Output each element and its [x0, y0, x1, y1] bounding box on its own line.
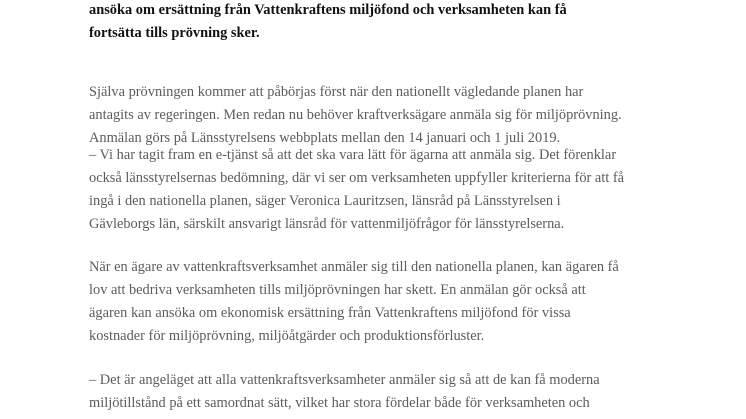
text-line: också länsstyrelsernas bedömning, där vi ser om verksamheten uppfyller kriterierna för att få	[89, 170, 625, 186]
body-paragraph-3	[89, 256, 669, 348]
body-paragraph-2	[89, 144, 669, 236]
text-line: antagits av regeringen. Men redan nu behöver kraftverksägare anmäla sig för miljöprövning.	[89, 107, 622, 123]
text-line: fortsätta tills prövning sker.	[89, 25, 260, 41]
text-line: lov att bedriva verksamheten tills miljöprövningen har skett. En anmälan gör också att	[89, 282, 586, 298]
text-line: När en ägare av vattenkraftsverksamhet anmäler sig till den nationella planen, kan ägaren få	[89, 259, 619, 275]
lead-paragraph	[89, 0, 669, 45]
text-line: ingå i den nationella planen, säger Veronica Lauritzsen, länsråd på Länsstyrelsen i	[89, 193, 561, 209]
text-line: kostnader för miljöprövning, miljöåtgärder och produktionsförluster.	[89, 328, 485, 344]
body-paragraph-4	[89, 369, 669, 415]
body-paragraph-1	[89, 81, 669, 150]
text-line: – Vi har tagit fram en e-tjänst så att det ska vara lätt för ägarna att anmäla sig. Det förenklar	[89, 147, 617, 163]
text-line: miljötillstånd på ett samordnat sätt, vilket har stora fördelar både för verksamheten och	[89, 395, 590, 411]
text-line: Själva prövningen kommer att påbörjas först när den nationellt vägledande planen har	[89, 84, 584, 100]
text-line: ansöka om ersättning från Vattenkraftens miljöfond och verksamheten kan få	[89, 2, 567, 18]
text-line: Gävleborgs län, särskilt ansvarigt länsråd för vattenmiljöfrågor för länsstyrelserna.	[89, 216, 565, 232]
text-line: ägaren kan ansöka om ekonomisk ersättning från Vattenkraftens miljöfond för vissa	[89, 305, 571, 321]
text-line: Anmälan görs på Länsstyrelsens webbplats mellan den 14 januari och 1 juli 2019.	[89, 130, 561, 146]
text-line: – Det är angeläget att alla vattenkraftsverksamheter anmäler sig så att de kan få moderna	[89, 372, 600, 388]
